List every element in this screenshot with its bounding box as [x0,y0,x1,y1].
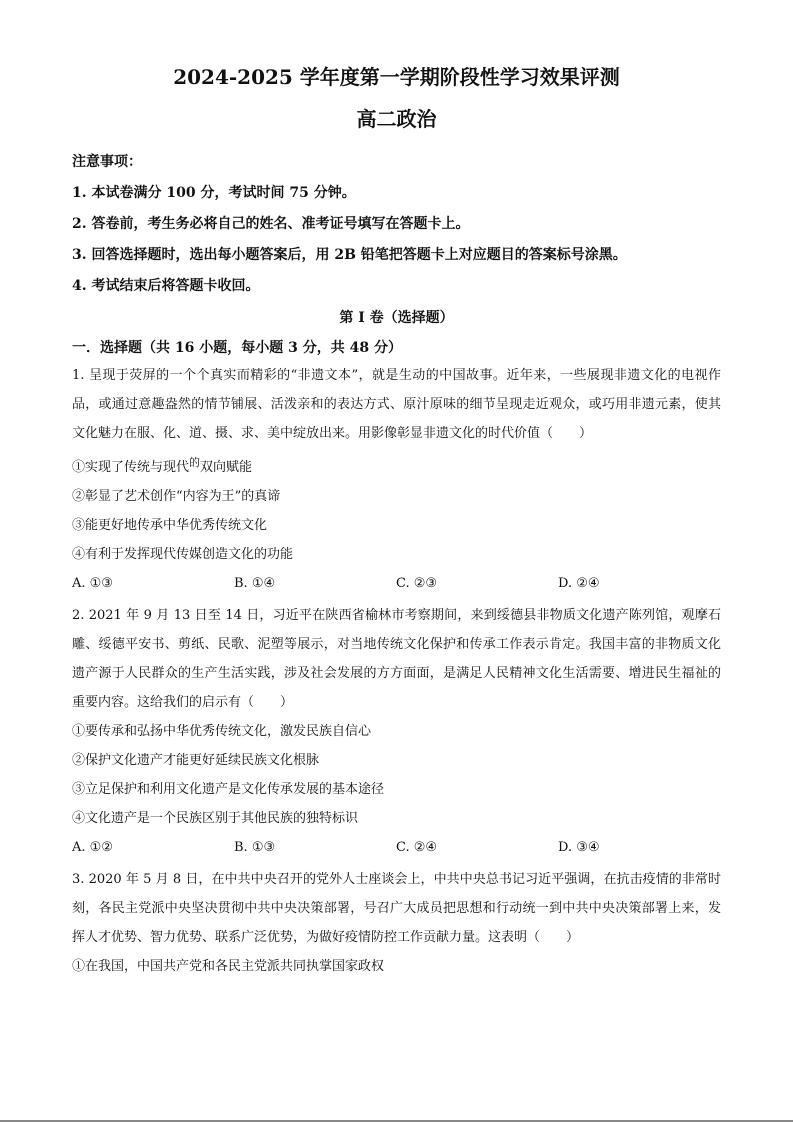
choice-a: A. ①③ [72,576,113,591]
choice-b: B. ①③ [234,840,276,855]
part-title: 一．选择题（共 16 小题，每小题 3 分，共 48 分） [72,340,402,356]
choice-a: A. ①② [72,840,113,855]
note-item: 4. 考试结束后将答题卡收回。 [72,278,260,294]
statement-item: ②保护文化遗产才能更好延续民族文化根脉 [72,753,320,768]
question-stem: 3. 2020 年 5 月 8 日，在中共中央召开的党外人士座谈会上，中共中央总书记习近平强调，在抗击疫情的非常时刻，各民主党派中央坚决贯彻中共中央决策部署，号召广大成员把思想和行动统一到中共中央决策部署上来，发挥人才优势、智力优势、联系广泛优势，为做好疫情防控工作贡献力量。这表明（ ） [72,872,721,945]
note-item: 3. 回答选择题时，选出每小题答案后，用 2B 铅笔把答题卡上对应题目的答案标号涂黑。 [72,247,627,263]
statement-item: ①要传承和弘扬中华优秀传统文化，激发民族自信心 [72,724,372,739]
question-2 [72,601,721,862]
subject-title: 高二政治 [356,107,437,131]
choice-b: B. ①④ [234,576,276,591]
notes-heading: 注意事项： [72,154,142,170]
statement-item: ①在我国，中国共产党和各民主党派共同执掌国家政权 [72,959,385,974]
question-1 [72,361,721,598]
statement-item: ③立足保护和利用文化遗产是文化传承发展的基本途径 [72,782,385,797]
choice-c: C. ②④ [396,840,438,855]
question-stem: 2. 2021 年 9 月 13 日至 14 日，习近平在陕西省榆林市考察期间，来到绥德县非物质文化遗产陈列馆，观摩石雕、绥德平安书、剪纸、民歌、泥塑等展示，对当地传统文化保护和传承工作表示肯定。我国丰富的非物质文化遗产源于人民群众的生产生活实践，涉及社会发展的方方面面，是满足人民精神文化生活需要、增进民生福祉的重要内容。这给我们的启示有（ ） [72,608,721,710]
note-item: 2. 答卷前，考生务必将自己的姓名、准考证号填写在答题卡上。 [72,216,470,232]
raised-character: 的 [189,456,201,469]
answer-choices [72,833,721,862]
question-3 [72,865,721,981]
volume-title: 第 I 卷（选择题） [339,310,454,326]
statement-text-tail: 双向赋能 [200,460,253,475]
statement-text: ①实现了传统与现代 [72,460,190,475]
question-stem: 1. 呈现于荧屏的一个个真实而精彩的“非遗文本”，就是生动的中国故事。近年来，一些展现非遗文化的电视作品，或通过意趣盎然的情节铺展、活泼亲和的表达方式、原汁原味的细节呈现走近观众，或巧用非遗元素，使其文化魅力在服、化、道、摄、求、美中绽放出来。用影像彰显非遗文化的时代价值（ ） [72,368,721,441]
choice-c: C. ②③ [396,576,438,591]
statement-item: ④文化遗产是一个民族区别于其他民族的独特标识 [72,811,359,826]
statement-item: ②彰显了艺术创作“内容为王”的真谛 [72,489,281,504]
note-item: 1. 本试卷满分 100 分，考试时间 75 分钟。 [72,185,356,201]
exam-title: 2024-2025 学年度第一学期阶段性学习效果评测 [173,65,620,89]
choice-d: D. ③④ [558,840,600,855]
answer-choices [72,569,721,598]
statement-item: ③能更好地传承中华优秀传统文化 [72,518,268,533]
statement-item [72,448,721,482]
statement-item: ④有利于发挥现代传媒创造文化的功能 [72,547,294,562]
choice-d: D. ②④ [558,576,600,591]
